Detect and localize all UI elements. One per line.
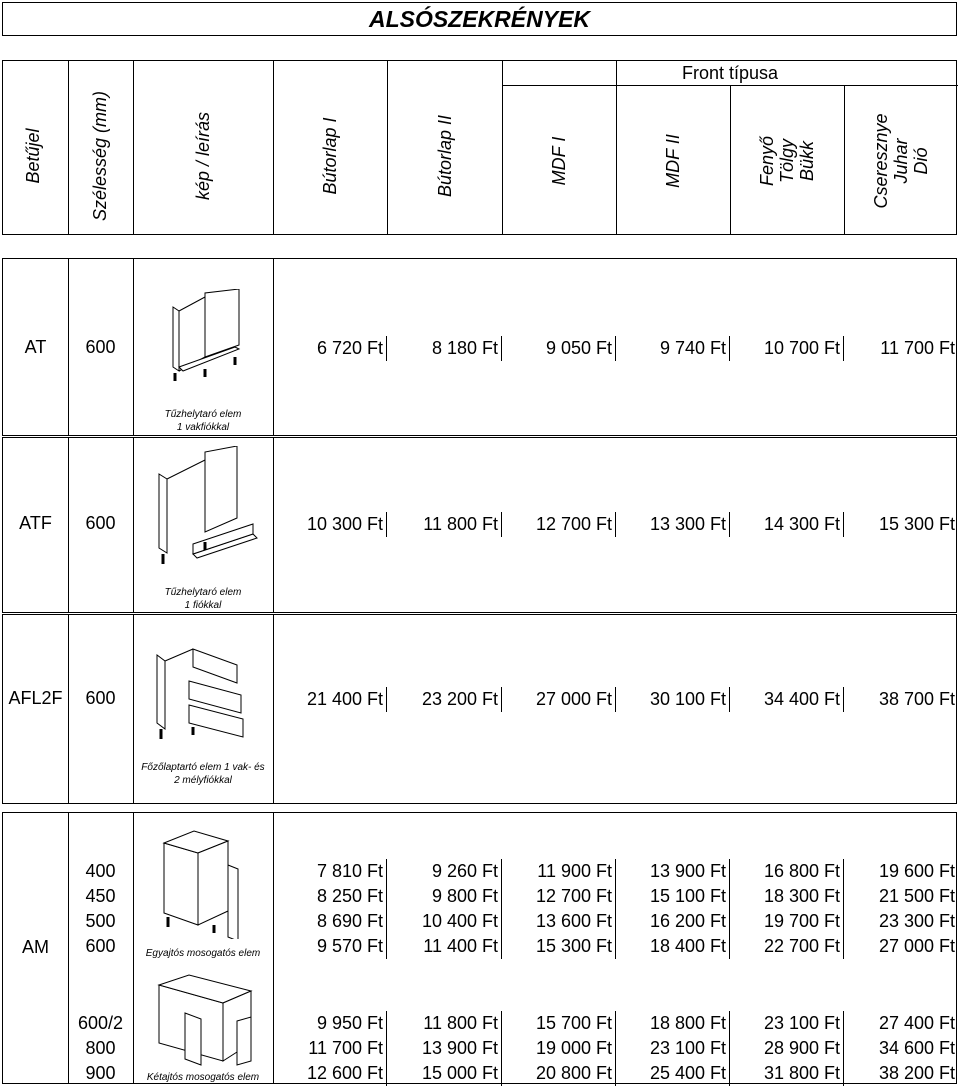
header-szelesseg: Szélesség (mm) — [90, 90, 110, 222]
caption-at: Tűzhelytaró elem 1 vakfiókkal — [164, 409, 242, 433]
cabinet-afl2f-image — [151, 637, 251, 747]
table-row: 400 7 810 Ft 9 260 Ft 11 900 Ft 13 900 Ft 16 800 Ft 19 600 Ft — [68, 859, 958, 884]
width-afl2f: 600 — [85, 688, 116, 708]
header-mdf-1: MDF I — [549, 136, 569, 186]
caption-afl2f: Főzőlaptartó elem 1 vak- és 2 mélyfiókkal — [141, 762, 265, 786]
code-afl2f: AFL2F — [8, 688, 63, 708]
table-row: 800 11 700 Ft 13 900 Ft 19 000 Ft 23 100 Ft 28 900 Ft 34 600 Ft — [68, 1036, 958, 1061]
header-butorlap-2: Bútorlap II — [435, 114, 455, 198]
table-row: 450 8 250 Ft 9 800 Ft 12 700 Ft 15 100 Ft 18 300 Ft 21 500 Ft — [68, 884, 958, 909]
caption-am-single: Egyajtós mosogatós elem — [145, 948, 261, 959]
code-at: AT — [24, 337, 47, 357]
cabinet-atf-image — [153, 446, 263, 571]
am-rows-group-2 — [68, 1011, 958, 1086]
header-fenyo-tolgy-bukk: Fenyő Tölgy Bükk — [757, 135, 817, 187]
section-at — [2, 258, 957, 436]
table-row: 500 8 690 Ft 10 400 Ft 13 600 Ft 16 200 Ft 19 700 Ft 23 300 Ft — [68, 909, 958, 934]
prices-afl2f: 21 400 Ft 23 200 Ft 27 000 Ft 30 100 Ft 34 400 Ft 38 700 Ft — [273, 687, 958, 712]
section-am — [2, 812, 957, 1084]
front-type-heading: Front típusa — [502, 61, 958, 86]
header-cseresznye-juhar-dio: Cseresznye Juhar Dió — [871, 113, 931, 209]
prices-atf: 10 300 Ft 11 800 Ft 12 700 Ft 13 300 Ft 14 300 Ft 15 300 Ft — [273, 512, 958, 537]
table-row: 600 9 570 Ft 11 400 Ft 15 300 Ft 18 400 Ft 22 700 Ft 27 000 Ft — [68, 934, 958, 959]
am-rows-group-1 — [68, 859, 958, 959]
code-atf: ATF — [19, 513, 52, 533]
header-kep: kép / leírás — [193, 111, 213, 201]
page-title: ALSÓSZEKRÉNYEK — [2, 2, 957, 36]
prices-at: 6 720 Ft 8 180 Ft 9 050 Ft 9 740 Ft 10 700 Ft 11 700 Ft — [273, 336, 958, 361]
section-afl2f — [2, 614, 957, 804]
header-mdf-2: MDF II — [663, 134, 683, 188]
caption-atf: Tűzhelytaró elem 1 fiókkal — [164, 587, 242, 611]
header-betujel: Betűjel — [23, 128, 43, 184]
section-atf — [2, 437, 957, 613]
table-row: 900 12 600 Ft 15 000 Ft 20 800 Ft 25 400 Ft 31 800 Ft 38 200 Ft — [68, 1061, 958, 1086]
table-row: 600/2 9 950 Ft 11 800 Ft 15 700 Ft 18 800 Ft 23 100 Ft 27 400 Ft — [68, 1011, 958, 1036]
header-butorlap-1: Bútorlap I — [320, 117, 340, 195]
width-atf: 600 — [85, 513, 116, 533]
caption-am-double: Kétajtós mosogatós elem — [146, 1072, 260, 1083]
code-am: AM — [22, 937, 49, 957]
width-at: 600 — [85, 337, 116, 357]
table-header — [2, 60, 957, 235]
cabinet-at-image — [165, 289, 245, 389]
